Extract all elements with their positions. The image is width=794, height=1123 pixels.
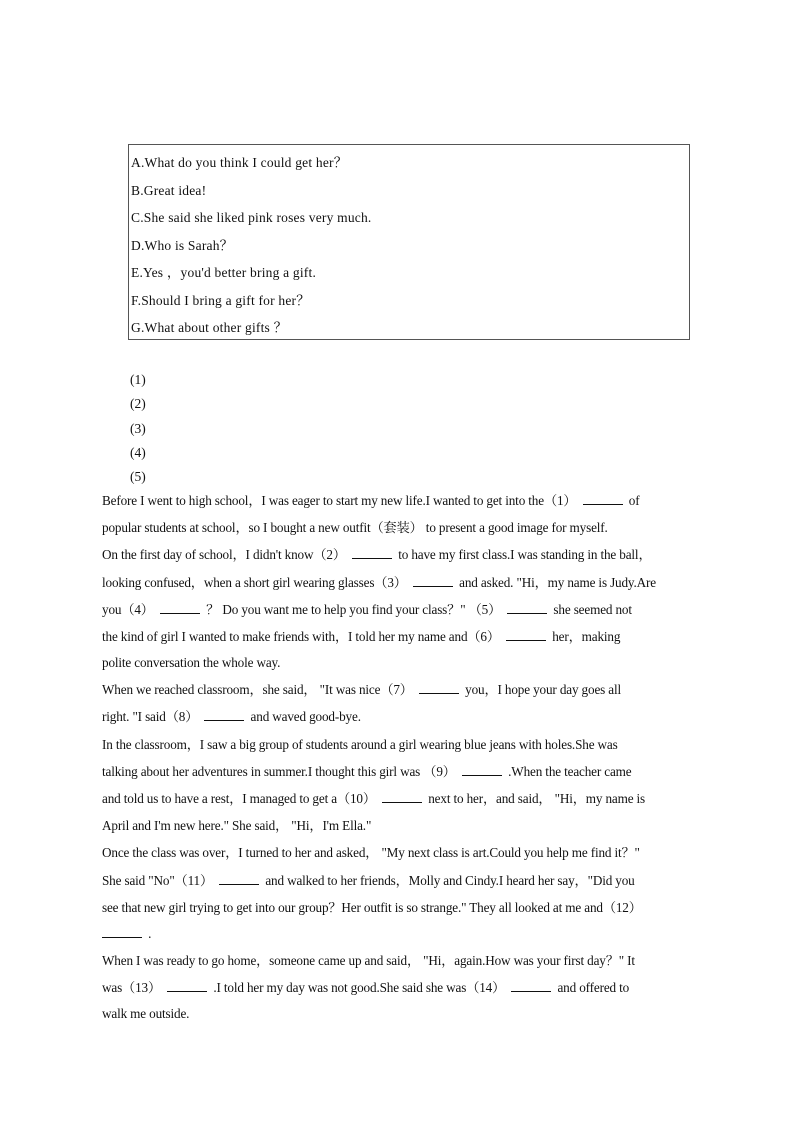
passage-line <box>102 947 702 974</box>
passage-text: When we reached classroom，she said， "It was nice（7） <box>102 682 413 698</box>
answer-item: (2) <box>130 396 146 412</box>
blank-14 <box>511 979 551 992</box>
passage-line <box>102 974 702 1001</box>
passage-text: see that new girl trying to get into our group？Her outfit is so strange." They all looked at me and（12） <box>102 899 642 915</box>
answer-item: (4) <box>130 444 146 460</box>
blank-11 <box>219 872 259 885</box>
passage-text: looking confused，when a short girl wearing glasses（3） <box>102 574 407 590</box>
passage-text: you（4） <box>102 601 154 617</box>
passage-text: and told us to have a rest，I managed to get a（10） <box>102 791 376 807</box>
options-box <box>128 144 690 340</box>
passage-line <box>102 676 702 703</box>
answer-item: (3) <box>130 420 146 436</box>
passage-text: you，I hope your day goes all <box>465 682 622 698</box>
option-d: D.Who is Sarah？ <box>131 237 234 253</box>
passage-line <box>102 703 702 730</box>
blank-13 <box>167 979 207 992</box>
passage-text: popular students at school，so I bought a new outfit（套装） to present a good image for myself. <box>102 520 608 536</box>
blank-3 <box>413 574 453 587</box>
passage-text: April and I'm new here." She said， "Hi，I'm Ella." <box>102 818 372 834</box>
passage-text: to have my first class.I was standing in the ball， <box>398 547 652 563</box>
passage-line <box>102 731 702 758</box>
passage-text: and walked to her friends，Molly and Cindy.I heard her say，"Did you <box>265 872 635 888</box>
passage-text: Before I went to high school，I was eager to start my new life.I wanted to get into the（1） <box>102 493 577 508</box>
passage-line <box>102 487 702 514</box>
passage-text: and waved good-bye. <box>250 709 361 725</box>
passage-text: of <box>628 493 640 508</box>
blank-1 <box>583 492 623 505</box>
passage-line <box>102 1001 702 1027</box>
passage-line <box>102 623 702 650</box>
passage-text: her，making <box>552 629 621 645</box>
passage-text: .I told her my day was not good.She said she was（14） <box>213 980 506 996</box>
passage-text: walk me outside. <box>102 1006 190 1022</box>
passage-text: On the first day of school，I didn't know（2） <box>102 547 346 563</box>
passage-line <box>102 650 702 676</box>
passage-line <box>102 894 702 921</box>
passage-text: Once the class was over，I turned to her and asked， "My next class is art.Could you help me find it？" <box>102 845 640 861</box>
passage-line <box>102 812 702 839</box>
passage-line <box>102 514 702 541</box>
passage-line <box>102 596 702 623</box>
passage-line <box>102 867 702 894</box>
passage-line <box>102 839 702 866</box>
option-a: A.What do you think I could get her？ <box>131 155 348 170</box>
passage-text: and offered to <box>557 980 630 996</box>
passage-text: the kind of girl I wanted to make friends with，I told her my name and（6） <box>102 629 500 645</box>
passage-line <box>102 785 702 812</box>
option-f: F.Should I bring a gift for her？ <box>131 292 310 308</box>
passage-text: .When the teacher came <box>508 763 632 779</box>
passage-line <box>102 921 702 947</box>
passage-text: she seemed not <box>553 601 632 617</box>
passage-text: . <box>148 926 152 942</box>
answer-list <box>130 368 146 489</box>
blank-7 <box>419 681 459 694</box>
cloze-passage <box>102 487 702 1027</box>
passage-line <box>102 541 702 568</box>
passage-text: next to her，and said， "Hi，my name is <box>428 791 646 807</box>
passage-text: In the classroom，I saw a big group of students around a girl wearing blue jeans with holes.She was <box>102 736 618 752</box>
passage-text: When I was ready to go home，someone came up and said， "Hi，again.How was your first day？" It <box>102 953 635 969</box>
passage-text: talking about her adventures in summer.I thought this girl was （9） <box>102 763 456 779</box>
passage-text: was（13） <box>102 980 162 996</box>
answer-item: (5) <box>130 469 146 485</box>
passage-text: and asked. "Hi，my name is Judy.Are <box>459 574 656 590</box>
blank-2 <box>352 546 392 559</box>
option-g: G.What about other gifts ？ <box>131 320 288 335</box>
blank-12 <box>102 925 142 938</box>
option-e: E.Yes ，you'd better bring a gift. <box>131 265 317 280</box>
option-b: B.Great idea! <box>131 182 207 198</box>
passage-line <box>102 569 702 596</box>
blank-10 <box>382 790 422 803</box>
passage-text: She said "No"（11） <box>102 872 214 888</box>
passage-text: right. "I said（8） <box>102 709 199 725</box>
passage-text: ？ Do you want me to help you find your class？" （5） <box>206 601 502 617</box>
blank-9 <box>462 763 502 776</box>
option-c: C.She said she liked pink roses very much. <box>131 210 372 225</box>
passage-text: polite conversation the whole way. <box>102 655 281 671</box>
blank-4 <box>160 601 200 614</box>
blank-6 <box>506 628 546 641</box>
blank-5 <box>507 601 547 614</box>
blank-8 <box>204 708 244 721</box>
answer-item: (1) <box>130 372 146 387</box>
passage-line <box>102 758 702 785</box>
